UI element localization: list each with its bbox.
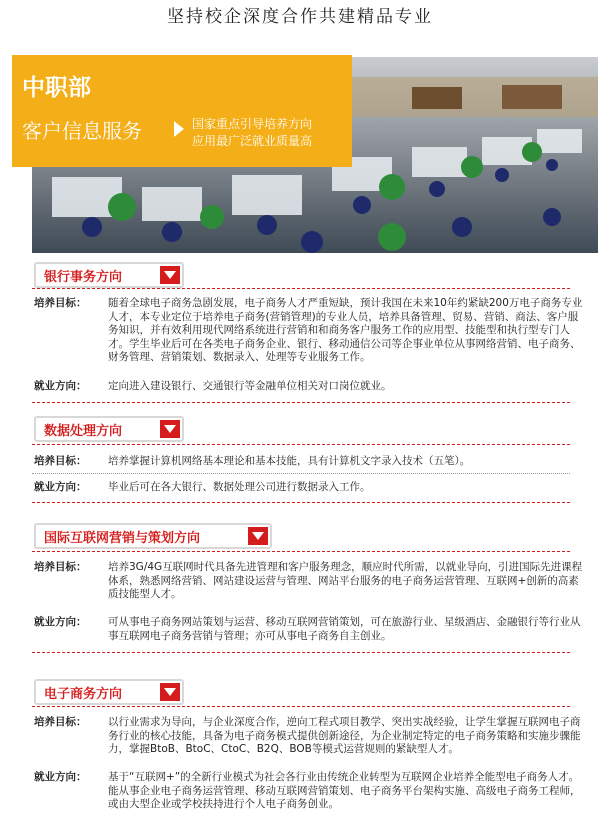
section-divider (32, 551, 570, 552)
goal-label: 培养目标： (34, 716, 87, 728)
job-text: 基于“互联网+”的全新行业模式为社会各行业由传统企业转型为互联网企业培养全能型电子商务人才。能从事企业电子商务运营管理、移动互联网营销策划、电子商务平台架构实施、高级电子商务工程师，或由大型企业或学校扶持进行个人电子商务创业。 (108, 771, 581, 810)
hero-tagline-1: 国家重点引导培养方向 (192, 117, 313, 131)
section-title: 国际互联网营销与策划方向 (44, 530, 201, 546)
goal-text: 培养掌握计算机网络基本理论和基本技能，具有计算机文字录入技术（五笔）。 (108, 455, 471, 467)
goal-text: 培养3G/4G互联网时代具备先进管理和客户服务理念，顺应时代所需，以就业导向，引进国际先进课程体系，熟悉网络营销、网站建设运营与管理、网站平台服务的电子商务运营管理、互联网+创新的高素质技能型人才。 (108, 561, 583, 600)
section-tab-internet-marketing (34, 523, 272, 549)
section-tab-data (34, 416, 184, 442)
play-triangle-icon (174, 121, 184, 137)
hero-title: 中职部 (22, 75, 91, 101)
chevron-down-icon (160, 266, 180, 284)
section-divider (32, 402, 570, 403)
job-label: 就业方向： (34, 616, 87, 628)
goal-label: 培养目标： (34, 297, 87, 309)
hero-banner (22, 57, 598, 253)
job-text: 定向进入建设银行、交通银行等金融单位相关对口岗位就业。 (108, 380, 392, 392)
page-slogan: 坚持校企深度合作共建精品专业 (167, 7, 433, 27)
job-label: 就业方向： (34, 380, 87, 392)
section-divider (32, 502, 570, 503)
job-label: 就业方向： (34, 481, 87, 493)
goal-text: 以行业需求为导向，与企业深度合作，逆向工程式项目教学、突出实战经验，让学生掌握互联网电子商务行业的核心技能，具备为电子商务模式提供创新途径，为企业制定特定的电子商务策略和实施步骤能力，掌握BtoB、BtoC、CtoC、B2Q、BOB等模式运营规则的紧缺型人才。 (108, 716, 581, 755)
section-title: 银行事务方向 (44, 269, 123, 285)
chevron-down-icon (160, 683, 180, 701)
section-divider (32, 288, 570, 289)
hero-tagline-2: 应用最广泛就业质量高 (192, 134, 313, 148)
section-tab-bank (34, 262, 184, 288)
goal-text: 随着全球电子商务急剧发展，电子商务人才严重短缺，预计我国在未来10年约紧缺200万电子商务专业人才，本专业定位于培养电子商务(营销管理)的专业人员，培养具备管理、贸易、营销、商法、客户服务知识，并有效利用现代网络系统进行营销和和商务客户服务工作的应用型、技能型和执行型专门人才。学生毕业后可在各类电子商务企业、银行、移动通信公司等企事业单位从事网络营销、电子商务、财务管理、营销策划、数据录入、处理等专业服务工作。 (108, 297, 583, 363)
goal-label: 培养目标： (34, 561, 87, 573)
section-divider (32, 652, 570, 653)
job-text: 毕业后可在各大银行、数据处理公司进行数据录入工作。 (108, 481, 371, 493)
job-label: 就业方向： (34, 771, 87, 783)
section-title: 数据处理方向 (44, 423, 123, 439)
chevron-down-icon (248, 527, 268, 545)
hero-title-panel (12, 55, 352, 167)
hero-subtitle: 客户信息服务 (22, 119, 142, 143)
chevron-down-icon (160, 420, 180, 438)
row-divider (32, 473, 570, 474)
section-divider (32, 706, 570, 707)
section-divider (32, 444, 570, 445)
section-title: 电子商务方向 (44, 686, 123, 702)
goal-label: 培养目标： (34, 455, 87, 467)
section-tab-ecommerce (34, 679, 184, 705)
job-text: 可从事电子商务网站策划与运营、移动互联网营销策划，可在旅游行业、星级酒店、金融银行等行业从事互联网电子商务营销与管理；亦可从事电子商务自主创业。 (108, 616, 581, 642)
